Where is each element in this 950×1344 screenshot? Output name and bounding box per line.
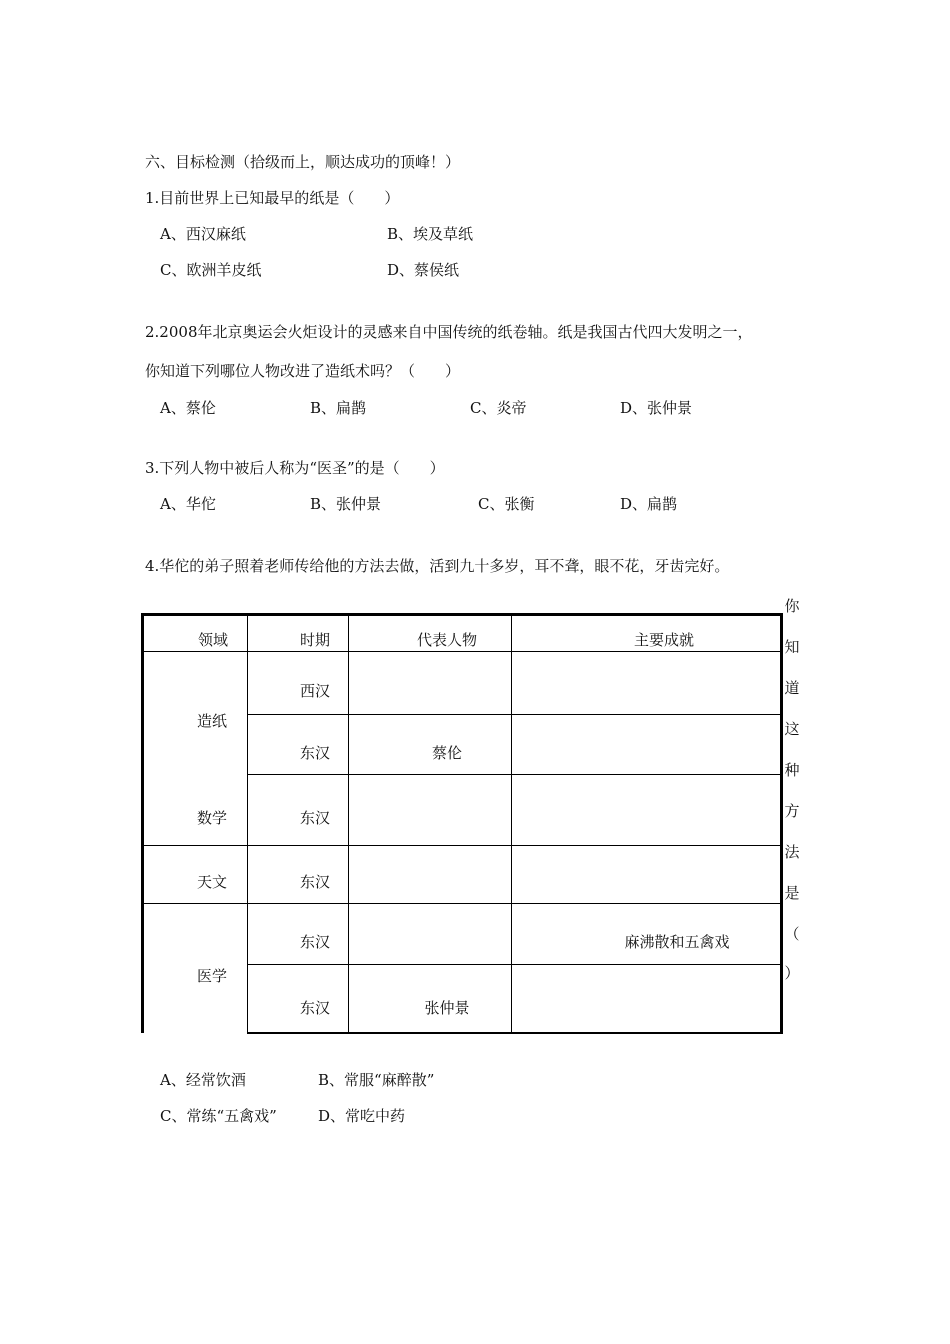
header-achievement: 主要成就 (633, 631, 694, 649)
table-border-bottom (247, 1032, 783, 1034)
section-title: 六、目标检测（拾级而上，顺达成功的顶峰！） (145, 153, 461, 171)
q4-vertical-char: 这 (784, 720, 800, 738)
q2-option-c: C、炎帝 (470, 399, 527, 417)
q3-option-b: B、张仲景 (310, 495, 382, 513)
table-border-right (780, 613, 783, 1034)
table-border-top (141, 613, 783, 616)
row-period: 东汉 (299, 744, 330, 762)
table-divider (143, 845, 781, 846)
q4-option-b: B、常服“麻醉散” (318, 1071, 435, 1089)
q4-stem: 4.华佗的弟子照着老师传给他的方法去做，活到九十多岁，耳不聋，眼不花，牙齿完好。 (145, 557, 730, 575)
q4-vertical-char: （ (784, 925, 800, 943)
table-divider (143, 651, 781, 652)
q4-vertical-char: 种 (784, 761, 800, 779)
field-papermaking: 造纸 (196, 712, 227, 730)
field-medicine: 医学 (196, 967, 227, 985)
q4-vertical-char: 方 (784, 802, 800, 820)
q4-vertical-char: 你 (784, 597, 800, 615)
q4-vertical-char: ） (784, 964, 800, 982)
q2-stem-line1: 2.2008年北京奥运会火炬设计的灵感来自中国传统的纸卷轴。纸是我国古代四大发明之一， (145, 323, 753, 341)
table-divider (247, 774, 781, 775)
field-astronomy: 天文 (196, 873, 227, 891)
q4-option-a: A、经常饮酒 (160, 1071, 246, 1089)
row-achievement: 麻沸散和五禽戏 (624, 933, 730, 951)
q2-option-b: B、扁鹊 (310, 399, 367, 417)
row-period: 西汉 (299, 682, 330, 700)
q3-option-d: D、扁鹊 (620, 495, 678, 513)
row-period: 东汉 (299, 999, 330, 1017)
q3-option-c: C、张衡 (478, 495, 535, 513)
q2-stem-line2: 你知道下列哪位人物改进了造纸术吗？（ ） (145, 362, 461, 380)
q4-option-d: D、常吃中药 (318, 1107, 406, 1125)
row-period: 东汉 (299, 873, 330, 891)
row-period: 东汉 (299, 809, 330, 827)
q1-option-b: B、埃及草纸 (387, 225, 474, 243)
q2-option-d: D、张仲景 (620, 399, 693, 417)
field-mathematics: 数学 (196, 809, 227, 827)
row-period: 东汉 (299, 933, 330, 951)
q4-vertical-char: 法 (784, 843, 800, 861)
table-divider (247, 964, 781, 965)
row-person: 张仲景 (424, 999, 470, 1017)
q3-option-a: A、华佗 (160, 495, 216, 513)
header-person: 代表人物 (416, 631, 477, 649)
q3-stem: 3.下列人物中被后人称为“医圣”的是（ ） (145, 459, 445, 477)
q1-option-c: C、欧洲羊皮纸 (160, 261, 262, 279)
q4-vertical-char: 知 (784, 638, 800, 656)
table-divider (247, 714, 781, 715)
header-period: 时期 (299, 631, 330, 649)
header-field: 领域 (197, 631, 228, 649)
q4-vertical-char: 道 (784, 679, 800, 697)
q1-option-a: A、西汉麻纸 (160, 225, 246, 243)
q4-option-c: C、常练“五禽戏” (160, 1107, 277, 1125)
q2-option-a: A、蔡伦 (160, 399, 216, 417)
q1-stem: 1.目前世界上已知最早的纸是（ ） (145, 189, 400, 207)
table-divider (143, 903, 781, 904)
row-person: 蔡伦 (431, 744, 462, 762)
q1-option-d: D、蔡侯纸 (387, 261, 460, 279)
q4-vertical-char: 是 (784, 884, 800, 902)
table-divider (511, 615, 512, 1033)
